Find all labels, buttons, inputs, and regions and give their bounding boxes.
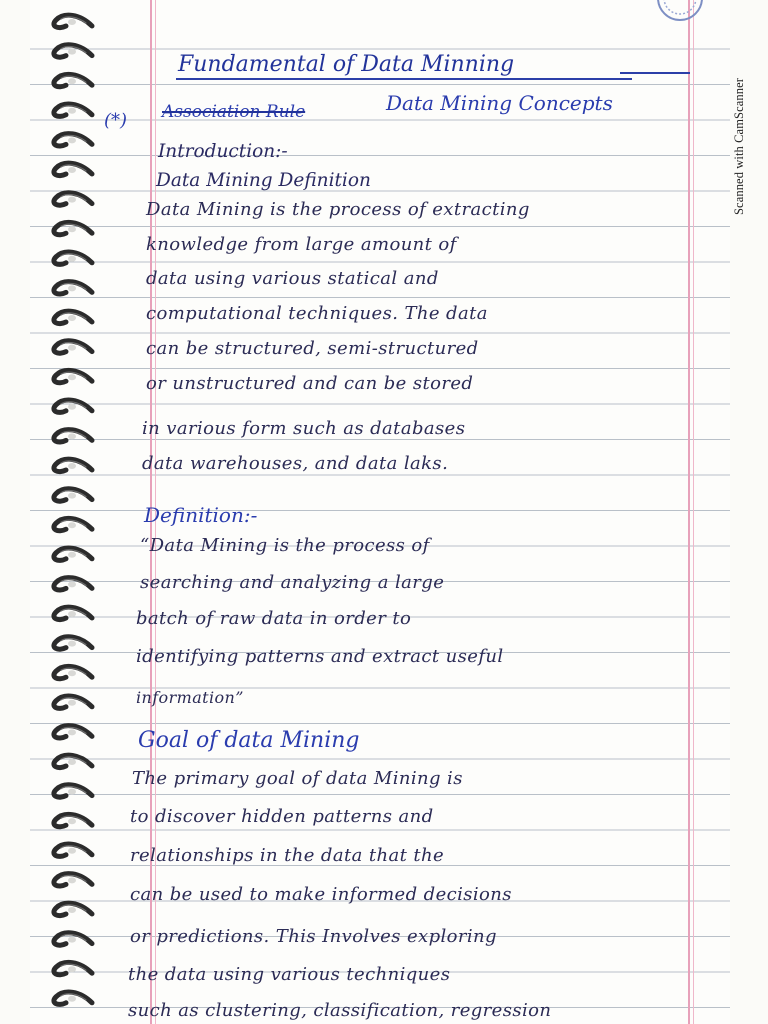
paragraph2-line: such as clustering, classification, regression — [128, 1000, 552, 1021]
spiral-coil — [54, 518, 92, 530]
quote-line: batch of raw data in order to — [136, 608, 412, 629]
definition-heading: Data Mining Definition — [156, 170, 371, 191]
spiral-coil — [54, 282, 92, 294]
spiral-coil — [54, 134, 92, 146]
paragraph1-line: or unstructured and can be stored — [146, 373, 474, 394]
spiral-coil — [54, 311, 92, 323]
paragraph1-line: data using various statical and — [146, 268, 439, 289]
spiral-coil — [54, 637, 92, 649]
introduction-heading: Introduction:- — [158, 141, 288, 162]
paragraph1-line: knowledge from large amount of — [146, 234, 457, 255]
paragraph1-line: computational techniques. The data — [146, 303, 488, 324]
spiral-coil — [54, 193, 92, 205]
ruled-paper — [30, 0, 730, 1024]
spiral-coil — [54, 666, 92, 678]
spiral-coil — [54, 163, 92, 175]
quote-line: “Data Mining is the process of — [140, 535, 430, 556]
watermark-text: Scanned with CamScanner — [731, 77, 746, 215]
goal-heading: Goal of data Mining — [138, 728, 360, 753]
spiral-coil — [54, 844, 92, 856]
right-margin-line-inner — [693, 0, 694, 1024]
paragraph1-line: in various form such as databases — [142, 418, 466, 439]
quote-line: searching and analyzing a large — [140, 572, 445, 593]
spiral-coil — [54, 814, 92, 826]
paragraph1-line: can be structured, semi-structured — [146, 338, 479, 359]
spiral-coil — [54, 785, 92, 797]
paragraph2-line: relationships in the data that the — [130, 845, 445, 866]
spiral-binding — [0, 0, 110, 1024]
spiral-coil — [54, 252, 92, 264]
paragraph2-line: the data using various techniques — [128, 964, 451, 985]
spiral-coil — [54, 696, 92, 708]
spiral-coil — [54, 933, 92, 945]
title-underline — [176, 78, 632, 80]
spiral-coil — [54, 726, 92, 738]
paragraph2-line: The primary goal of data Mining is — [132, 768, 463, 789]
camscanner-watermark — [722, 26, 756, 266]
spiral-coil — [54, 74, 92, 86]
struck-text: Association Rule — [162, 102, 306, 122]
spiral-coil — [54, 607, 92, 619]
spiral-coil — [54, 992, 92, 1004]
spiral-coil — [54, 341, 92, 353]
page-title: Fundamental of Data Minning — [178, 52, 515, 77]
paragraph2-line: to discover hidden patterns and — [130, 806, 434, 827]
spiral-coil — [54, 548, 92, 560]
quote-line: information” — [136, 688, 244, 707]
spiral-coil — [54, 104, 92, 116]
spiral-coil — [54, 578, 92, 590]
definition-label: Definition:- — [144, 503, 258, 527]
spiral-coil — [54, 459, 92, 471]
spiral-coil — [54, 755, 92, 767]
bullet-marker: (*) — [104, 110, 128, 131]
spiral-coil — [54, 15, 92, 27]
paragraph2-line: can be used to make informed decisions — [130, 884, 512, 905]
spiral-coil — [54, 903, 92, 915]
spiral-coil — [54, 489, 92, 501]
spiral-coil — [54, 962, 92, 974]
spiral-coil — [54, 400, 92, 412]
paragraph1-line: data warehouses, and data laks. — [142, 453, 449, 474]
right-margin-line — [688, 0, 690, 1024]
corner-stamp — [648, 0, 708, 30]
spiral-coil — [54, 370, 92, 382]
quote-line: identifying patterns and extract useful — [136, 646, 504, 667]
spiral-coil — [54, 874, 92, 886]
spiral-coil — [54, 430, 92, 442]
paragraph2-line: or predictions. This Involves exploring — [130, 926, 497, 947]
subtitle: Data Mining Concepts — [386, 91, 613, 115]
title-underline-extension — [620, 72, 690, 74]
spiral-coil — [54, 222, 92, 234]
paragraph1-line: Data Mining is the process of extracting — [146, 199, 530, 220]
spiral-coil — [54, 45, 92, 57]
